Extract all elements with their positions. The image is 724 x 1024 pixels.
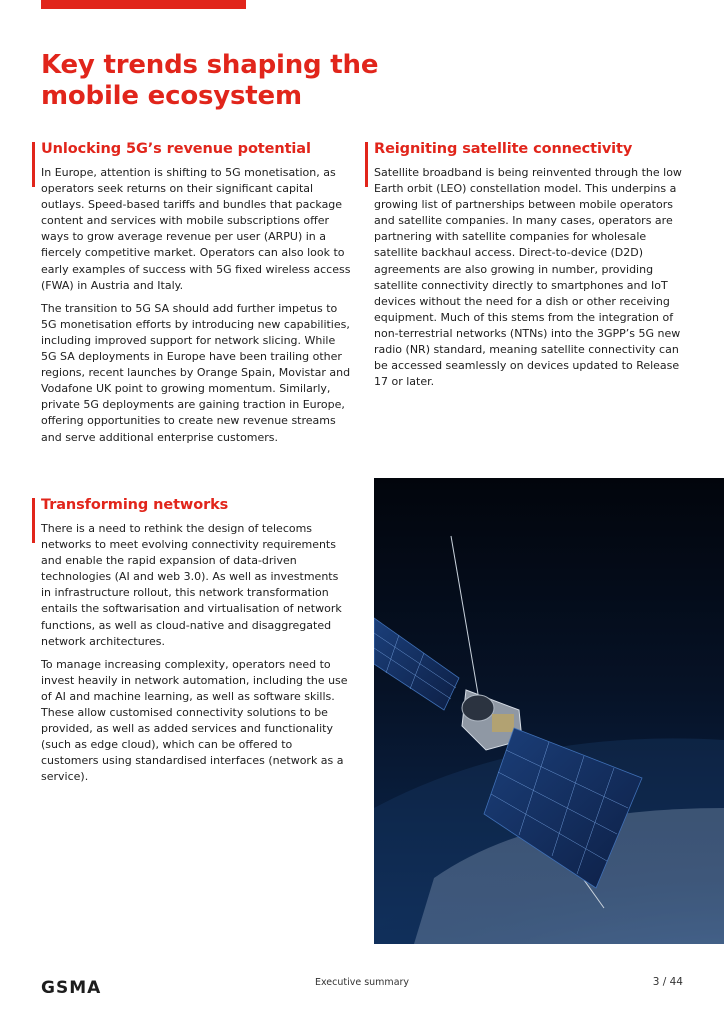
section-paragraph: In Europe, attention is shifting to 5G monetisation, as operators seek returns on their significant capital outlays. Speed-based tariffs and bundles that package content and services with mobile subscriptions offer ways to grow average revenue per user (ARPU) in a fiercely competitive market. Operators can also look to early examples of success with 5G fixed wireless access (FWA) in Austria and Italy.	[41, 166, 351, 292]
page-title: Key trends shaping the mobile ecosystem	[41, 50, 379, 111]
section-accent-bar	[32, 142, 35, 187]
top-accent-bar	[41, 0, 246, 9]
section-paragraph: The transition to 5G SA should add further impetus to 5G monetisation efforts by introducing new capabilities, including improved support for network slicing. While 5G SA deployments in Europe have been trailing other regions, recent launches by Orange Spain, Movistar and Vodafone UK point to growing momentum. Similarly, private 5G deployments are gaining traction in Europe, offering opportunities to create new revenue streams and serve additional enterprise customers.	[41, 301, 351, 444]
gsma-logo-text: GSMA	[41, 978, 102, 997]
section-accent-bar	[32, 498, 35, 543]
section-transforming-networks	[41, 496, 351, 793]
section-accent-bar	[365, 142, 368, 187]
page-number: 3 / 44	[652, 976, 683, 988]
satellite-photo	[374, 478, 724, 944]
section-heading: Unlocking 5G’s revenue potential	[41, 141, 311, 157]
section-heading: Reigniting satellite connectivity	[374, 141, 633, 157]
section-satellite	[374, 140, 684, 397]
satellite-over-earth-photo	[374, 478, 724, 944]
footer-section-label: Executive summary	[314, 977, 410, 988]
section-paragraph: To manage increasing complexity, operators need to invest heavily in network automation, including the use of AI and machine learning, as well as software skills. These allow customised connectivity solutions to be provided, as well as added services and functionality (such as edge cloud), which can be offered to customers using standardised interfaces (network as a service).	[41, 657, 348, 784]
section-heading: Transforming networks	[41, 497, 229, 513]
section-5g-revenue	[41, 140, 351, 453]
section-paragraph: There is a need to rethink the design of telecoms networks to meet evolving connectivity requirements and enable the rapid expansion of data-driven technologies (AI and web 3.0). As well as investments in infrastructure rollout, this network transformation entails the softwarisation and virtualisation of network functions, as well as cloud-native and disaggregated network architectures.	[41, 522, 342, 648]
section-paragraph: Satellite broadband is being reinvented through the low Earth orbit (LEO) constellation model. This underpins a growing list of partnerships between mobile operators and satellite companies. In many cases, operators are partnering with satellite companies for wholesale satellite backhaul access. Direct-to-device (D2D) agreements are also growing in number, providing satellite connectivity directly to smartphones and IoT devices without the need for a dish or other receiving equipment. Much of this stems from the integration of non-terrestrial networks (NTNs) into the 3GPP’s 5G new radio (NR) standard, meaning satellite connectivity can be accessed seamlessly on devices updated to Release 17 or later.	[374, 166, 682, 389]
